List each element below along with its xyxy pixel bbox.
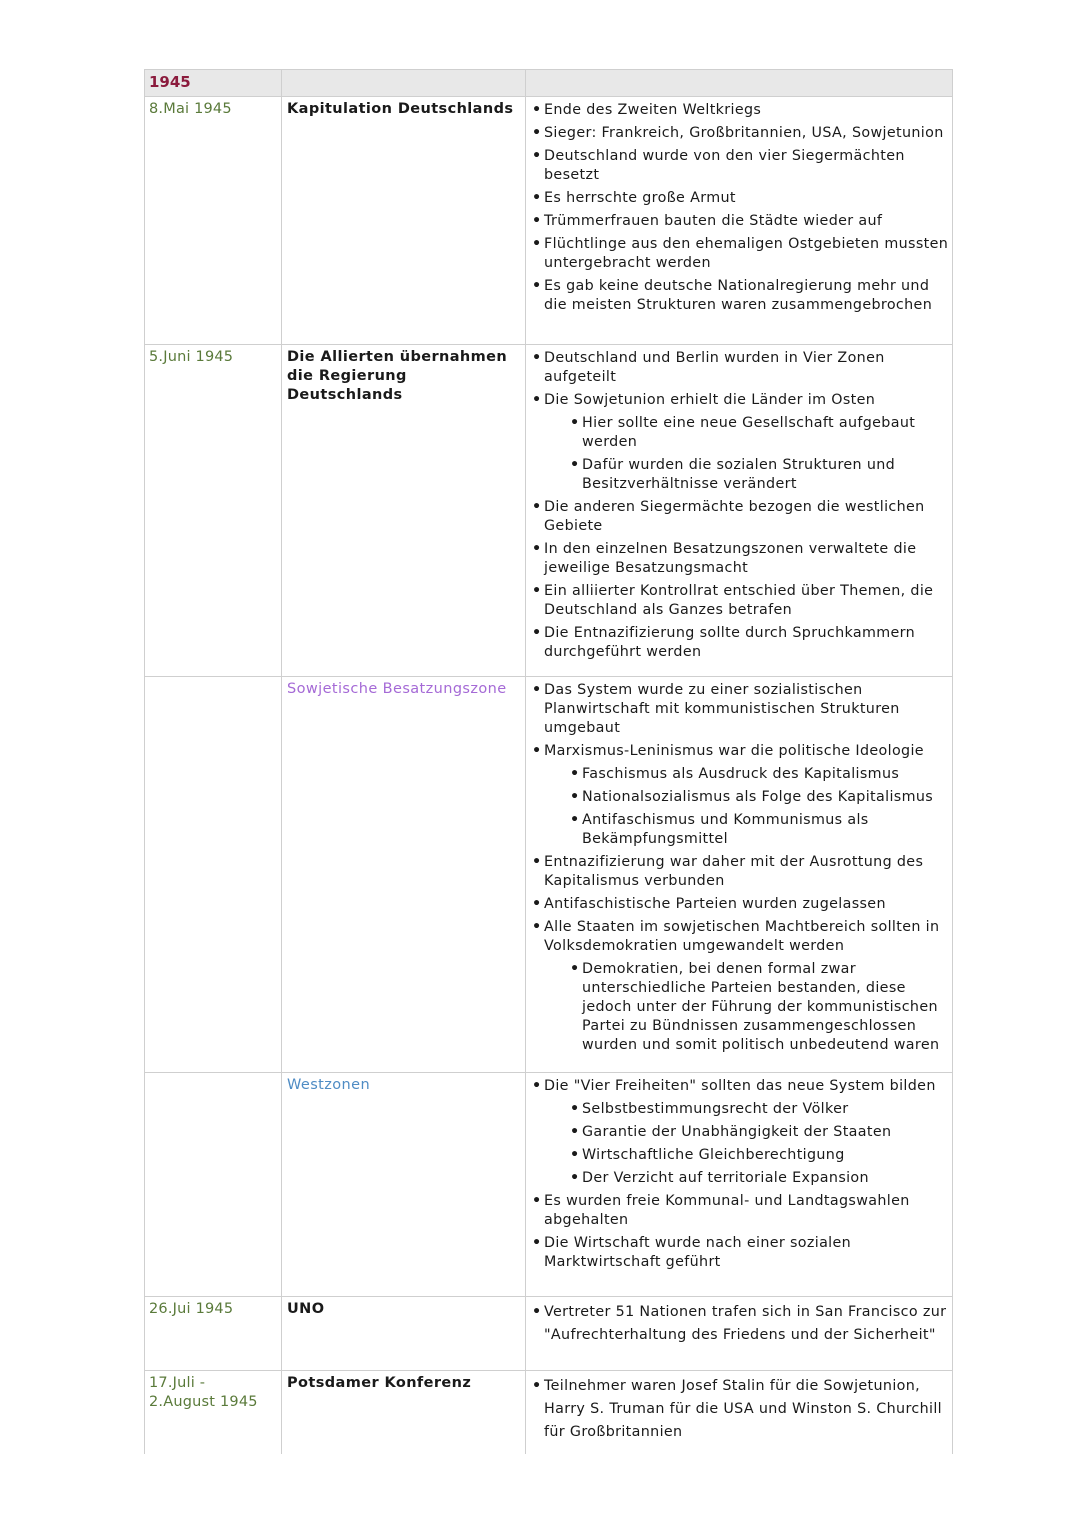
date-label (145, 1073, 281, 1079)
list-item: • Die Sowjetunion erhielt die Länder im Osten (529, 391, 950, 410)
date-label (145, 677, 281, 683)
topic-label: UNO (287, 1301, 325, 1317)
topic-label: Kapitulation Deutschlands (287, 101, 514, 117)
date-label: 26.Jui 1945 (149, 1301, 234, 1317)
list-item: • Garantie der Unabhängigkeit der Staaten (567, 1123, 950, 1142)
list-item: • Antifaschistische Parteien wurden zugelassen (529, 895, 950, 914)
list-item: • Ein alliierter Kontrollrat entschied über Themen, die Deutschland als Ganzes betrafen (529, 582, 950, 620)
table-row (145, 1297, 953, 1371)
note-list (526, 97, 952, 325)
list-item: • Alle Staaten im sowjetischen Machtbereich sollten in Volksdemokratien umgewandelt werden (529, 918, 950, 956)
year-cell (145, 70, 282, 97)
year-label: 1945 (149, 73, 191, 91)
list-item: • Die anderen Siegermächte bezogen die westlichen Gebiete (529, 498, 950, 536)
list-item: • Trümmerfrauen bauten die Städte wieder auf (529, 212, 950, 231)
list-item: • Teilnehmer waren Josef Stalin für die Sowjetunion, Harry S. Truman für die USA und Winston S. Churchill für Großbritannien (529, 1375, 950, 1444)
table-row (145, 97, 953, 345)
list-item: • Sieger: Frankreich, Großbritannien, USA, Sowjetunion (529, 124, 950, 143)
timeline-table (144, 69, 953, 1454)
list-item: • Antifaschismus und Kommunismus als Bekämpfungsmittel (567, 811, 950, 849)
note-list (526, 1371, 952, 1454)
list-item: • Die Entnazifizierung sollte durch Spruchkammern durchgeführt werden (529, 624, 950, 662)
list-item: • Faschismus als Ausdruck des Kapitalismus (567, 765, 950, 784)
list-item: • Das System wurde zu einer sozialistischen Planwirtschaft mit kommunistischen Strukturen umgebaut (529, 681, 950, 738)
list-item: • Die Wirtschaft wurde nach einer sozialen Marktwirtschaft geführt (529, 1234, 950, 1272)
list-item: • Vertreter 51 Nationen trafen sich in San Francisco zur "Aufrechterhaltung des Friedens und der Sicherheit" (529, 1301, 950, 1347)
note-list (526, 1297, 952, 1357)
list-item: • Wirtschaftliche Gleichberechtigung (567, 1146, 950, 1165)
list-item: • Dafür wurden die sozialen Strukturen und Besitzverhältnisse verändert (567, 456, 950, 494)
table-row (145, 677, 953, 1073)
list-item: • Hier sollte eine neue Gesellschaft aufgebaut werden (567, 414, 950, 452)
date-label: 17.Juli - 2.August 1945 (149, 1375, 258, 1410)
date-label: 8.Mai 1945 (149, 101, 232, 117)
topic-label: Die Allierten übernahmen die Regierung Deutschlands (287, 349, 508, 403)
timeline-sheet (144, 69, 952, 1454)
list-item: • In den einzelnen Besatzungszonen verwaltete die jeweilige Besatzungsmacht (529, 540, 950, 578)
list-item: • Die "Vier Freiheiten" sollten das neue System bilden (529, 1077, 950, 1096)
table-row (145, 1073, 953, 1297)
topic-label: Sowjetische Besatzungszone (287, 681, 507, 697)
note-list (526, 345, 952, 672)
topic-label: Westzonen (287, 1077, 371, 1093)
list-item: • Nationalsozialismus als Folge des Kapitalismus (567, 788, 950, 807)
table-row (145, 345, 953, 677)
list-item: • Marxismus-Leninismus war die politische Ideologie (529, 742, 950, 761)
list-item: • Deutschland wurde von den vier Siegermächten besetzt (529, 147, 950, 185)
list-item: • Es wurden freie Kommunal- und Landtagswahlen abgehalten (529, 1192, 950, 1230)
list-item: • Es herrschte große Armut (529, 189, 950, 208)
note-list (526, 677, 952, 1065)
list-item: • Der Verzicht auf territoriale Expansion (567, 1169, 950, 1188)
list-item: • Selbstbestimmungsrecht der Völker (567, 1100, 950, 1119)
note-list (526, 1073, 952, 1282)
header-row (145, 70, 953, 97)
topic-label: Potsdamer Konferenz (287, 1375, 472, 1391)
list-item: • Ende des Zweiten Weltkriegs (529, 101, 950, 120)
list-item: • Entnazifizierung war daher mit der Ausrottung des Kapitalismus verbunden (529, 853, 950, 891)
date-label: 5.Juni 1945 (149, 349, 234, 365)
list-item: • Es gab keine deutsche Nationalregierung mehr und die meisten Strukturen waren zusammengebrochen (529, 277, 950, 315)
list-item: • Deutschland und Berlin wurden in Vier Zonen aufgeteilt (529, 349, 950, 387)
table-row (145, 1371, 953, 1455)
list-item: • Flüchtlinge aus den ehemaligen Ostgebieten mussten untergebracht werden (529, 235, 950, 273)
list-item: • Demokratien, bei denen formal zwar unterschiedliche Parteien bestanden, diese jedoch unter der Führung der kommunistischen Partei zu Bündnissen zusammengeschlossen wurden und somit politisch unbedeutend waren (567, 960, 950, 1055)
